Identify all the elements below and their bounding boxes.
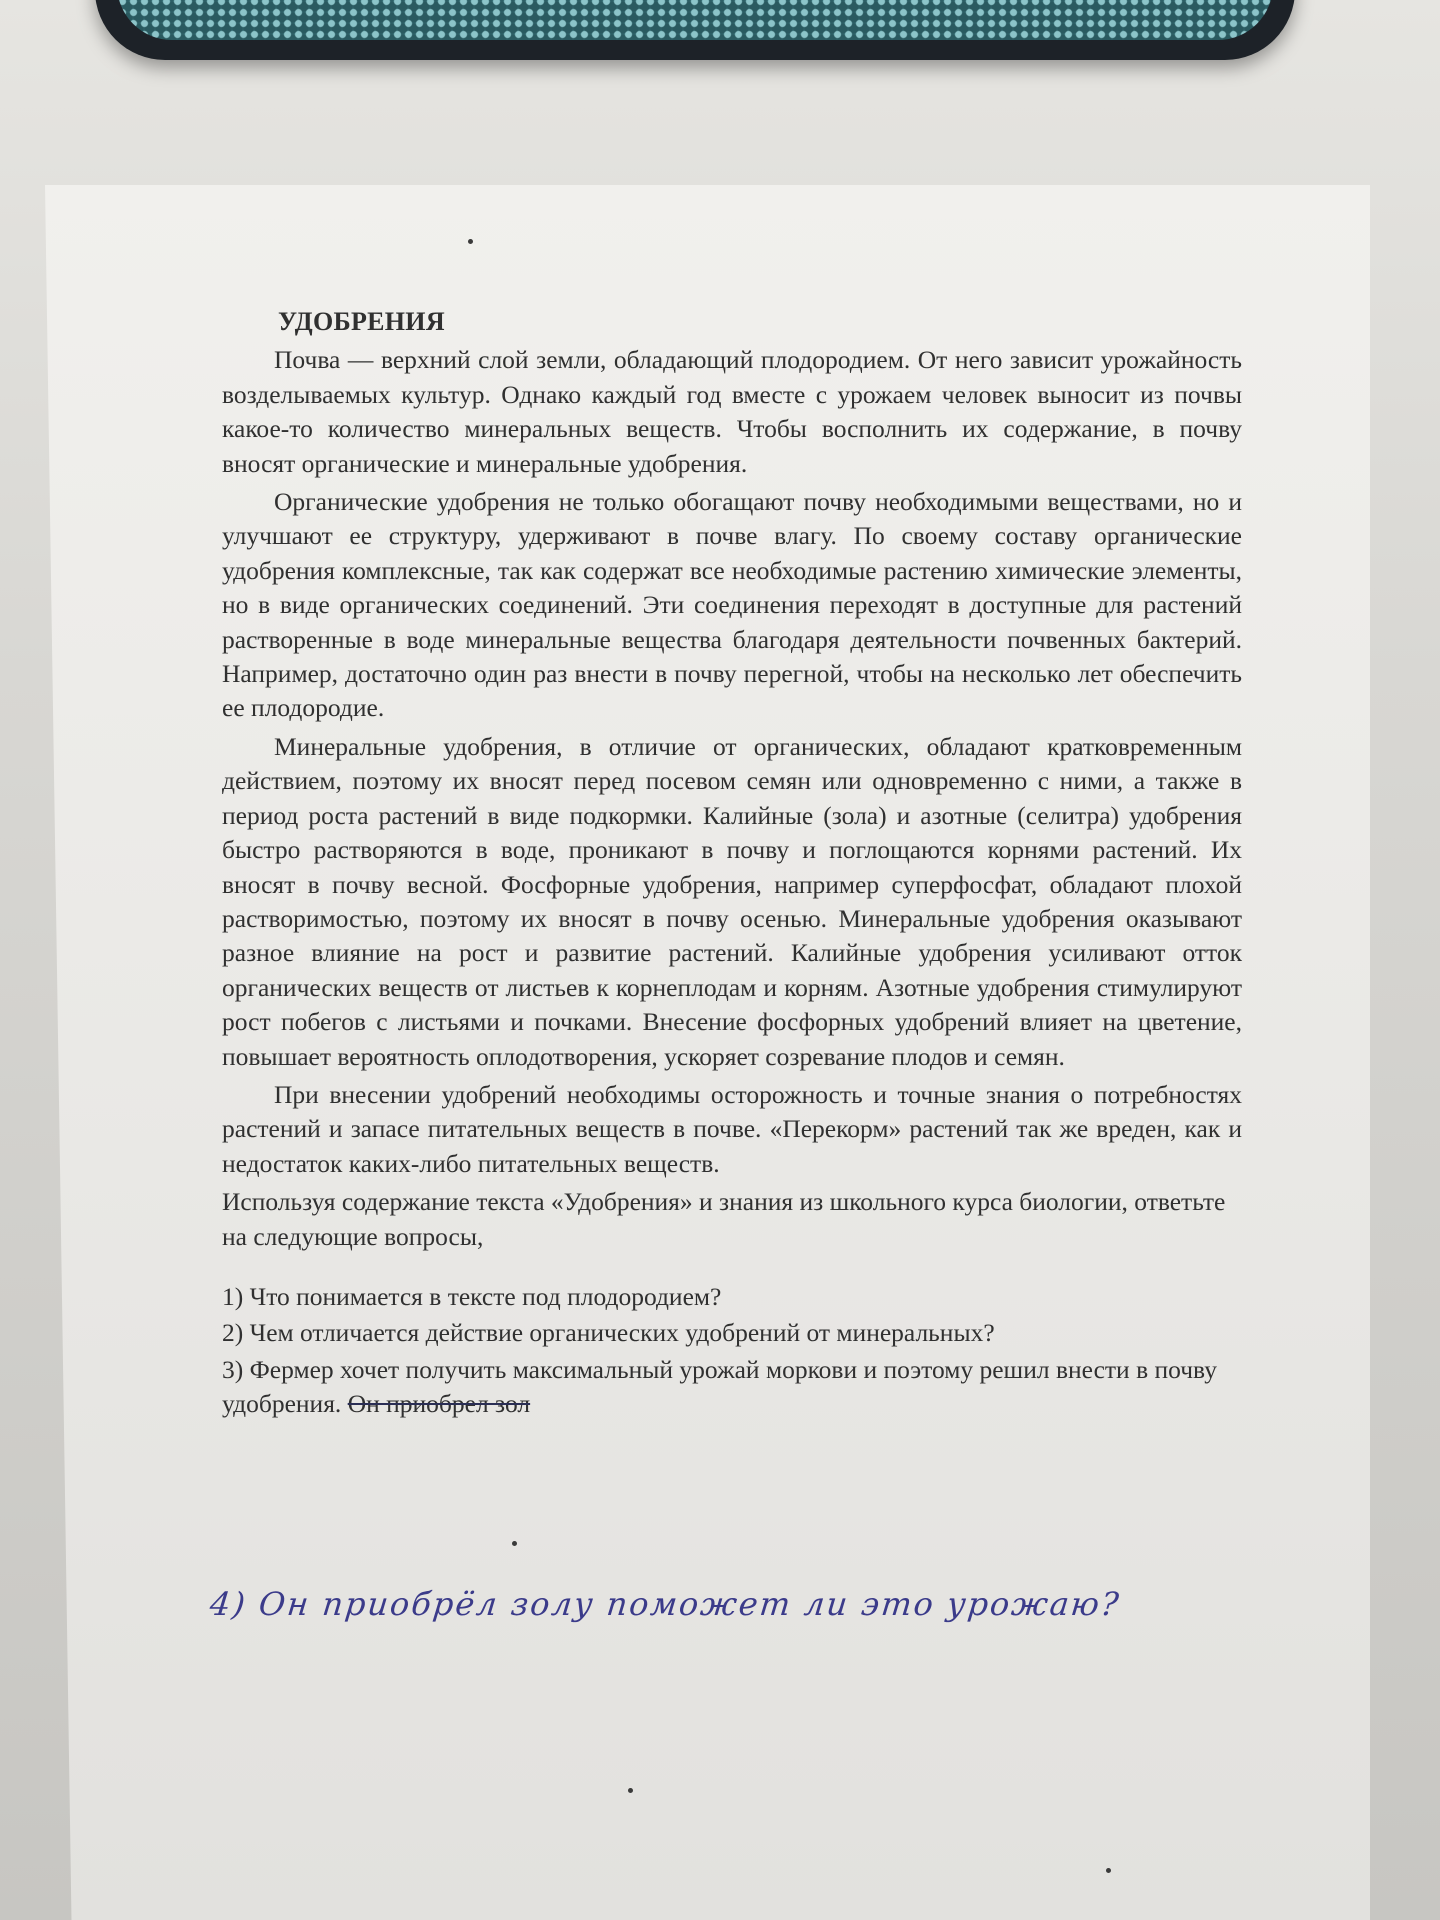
ink-speck xyxy=(1106,1868,1111,1873)
paragraph-organic: Органические удобрения не только обогащают почву необходимыми веществами, но и улучшают ее структуру, удерживают в почве влагу. По своему составу органические удобрения комплексные, так как содержат все необходимые растению химические элементы, но в виде органических соединений. Эти соединения переходят в доступные для растений растворенные в воде минеральные вещества благодаря деятельности почвенных бактерий. Например, достаточно один раз внести в почву перегной, чтобы на несколько лет обеспечить ее плодородие. xyxy=(222,487,1242,723)
document-title: УДОБРЕНИЯ xyxy=(278,307,445,336)
paragraph-caution: При внесении удобрений необходимы осторожность и точные знания о потребностях растений и запасе питательных веществ в почве. «Перекорм» растений так же вреден, как и недостаток каких-либо питательных веществ. xyxy=(222,1079,1242,1178)
ink-speck xyxy=(512,1541,517,1546)
question-2: 2) Чем отличается действие органических удобрений от минеральных? xyxy=(222,1318,995,1348)
paragraph-soil: Почва — верхний слой земли, обладающий плодородием. От него зависит урожайность возделываемых культур. Однако каждый год вместе с урожаем человек выносит из почвы какое-то количество минеральных веществ. Чтобы восполнить их содержание, в почву вносят органические и минеральные удобрения. xyxy=(222,345,1242,478)
question-3-text: 3) Фермер хочет получить максимальный урожай моркови и поэтому решил внести в почву удобрения. xyxy=(222,1354,1217,1419)
instruction-text: Используя содержание текста «Удобрения» и знания из школьного курса биологии, ответьте на следующие вопросы, xyxy=(222,1187,1226,1251)
question-3 xyxy=(222,1353,1242,1422)
struck-out-text: Он приобрел зол xyxy=(347,1389,531,1419)
handwritten-question-4: 4) Он приобрёл золу поможет ли это урожаю? xyxy=(208,1585,1123,1623)
document-body xyxy=(222,305,1242,1424)
spacer xyxy=(222,1256,1242,1280)
pencil-case-mesh xyxy=(117,0,1273,40)
paragraph-mineral: Минеральные удобрения, в отличие от органических, обладают кратковременным действием, поэтому их вносят перед посевом семян или одновременно с ними, а также в период роста растений в виде подкормки. Калийные (зола) и азотные (селитра) удобрения быстро растворяются в воде, проникают в почву и поглощаются корнями растений. Их вносят в почву весной. Фосфорные удобрения, например суперфосфат, обладают плохой растворимостью, поэтому их вносят в почву осенью. Минеральные удобрения оказывают разное влияние на рост и развитие растений. Калийные удобрения усиливают отток органических веществ от листьев к корнеплодам и корням. Азотные удобрения стимулируют рост побегов с листьями и почками. Внесение фосфорных удобрений влияет на цветение, повышает вероятность оплодотворения, ускоряет созревание плодов и семян. xyxy=(222,731,1242,1071)
ink-speck xyxy=(628,1788,633,1793)
handwritten-note xyxy=(208,1585,1123,1645)
question-1: 1) Что понимается в тексте под плодородием? xyxy=(222,1281,722,1311)
ink-speck xyxy=(468,239,473,244)
pencil-case xyxy=(95,0,1295,60)
